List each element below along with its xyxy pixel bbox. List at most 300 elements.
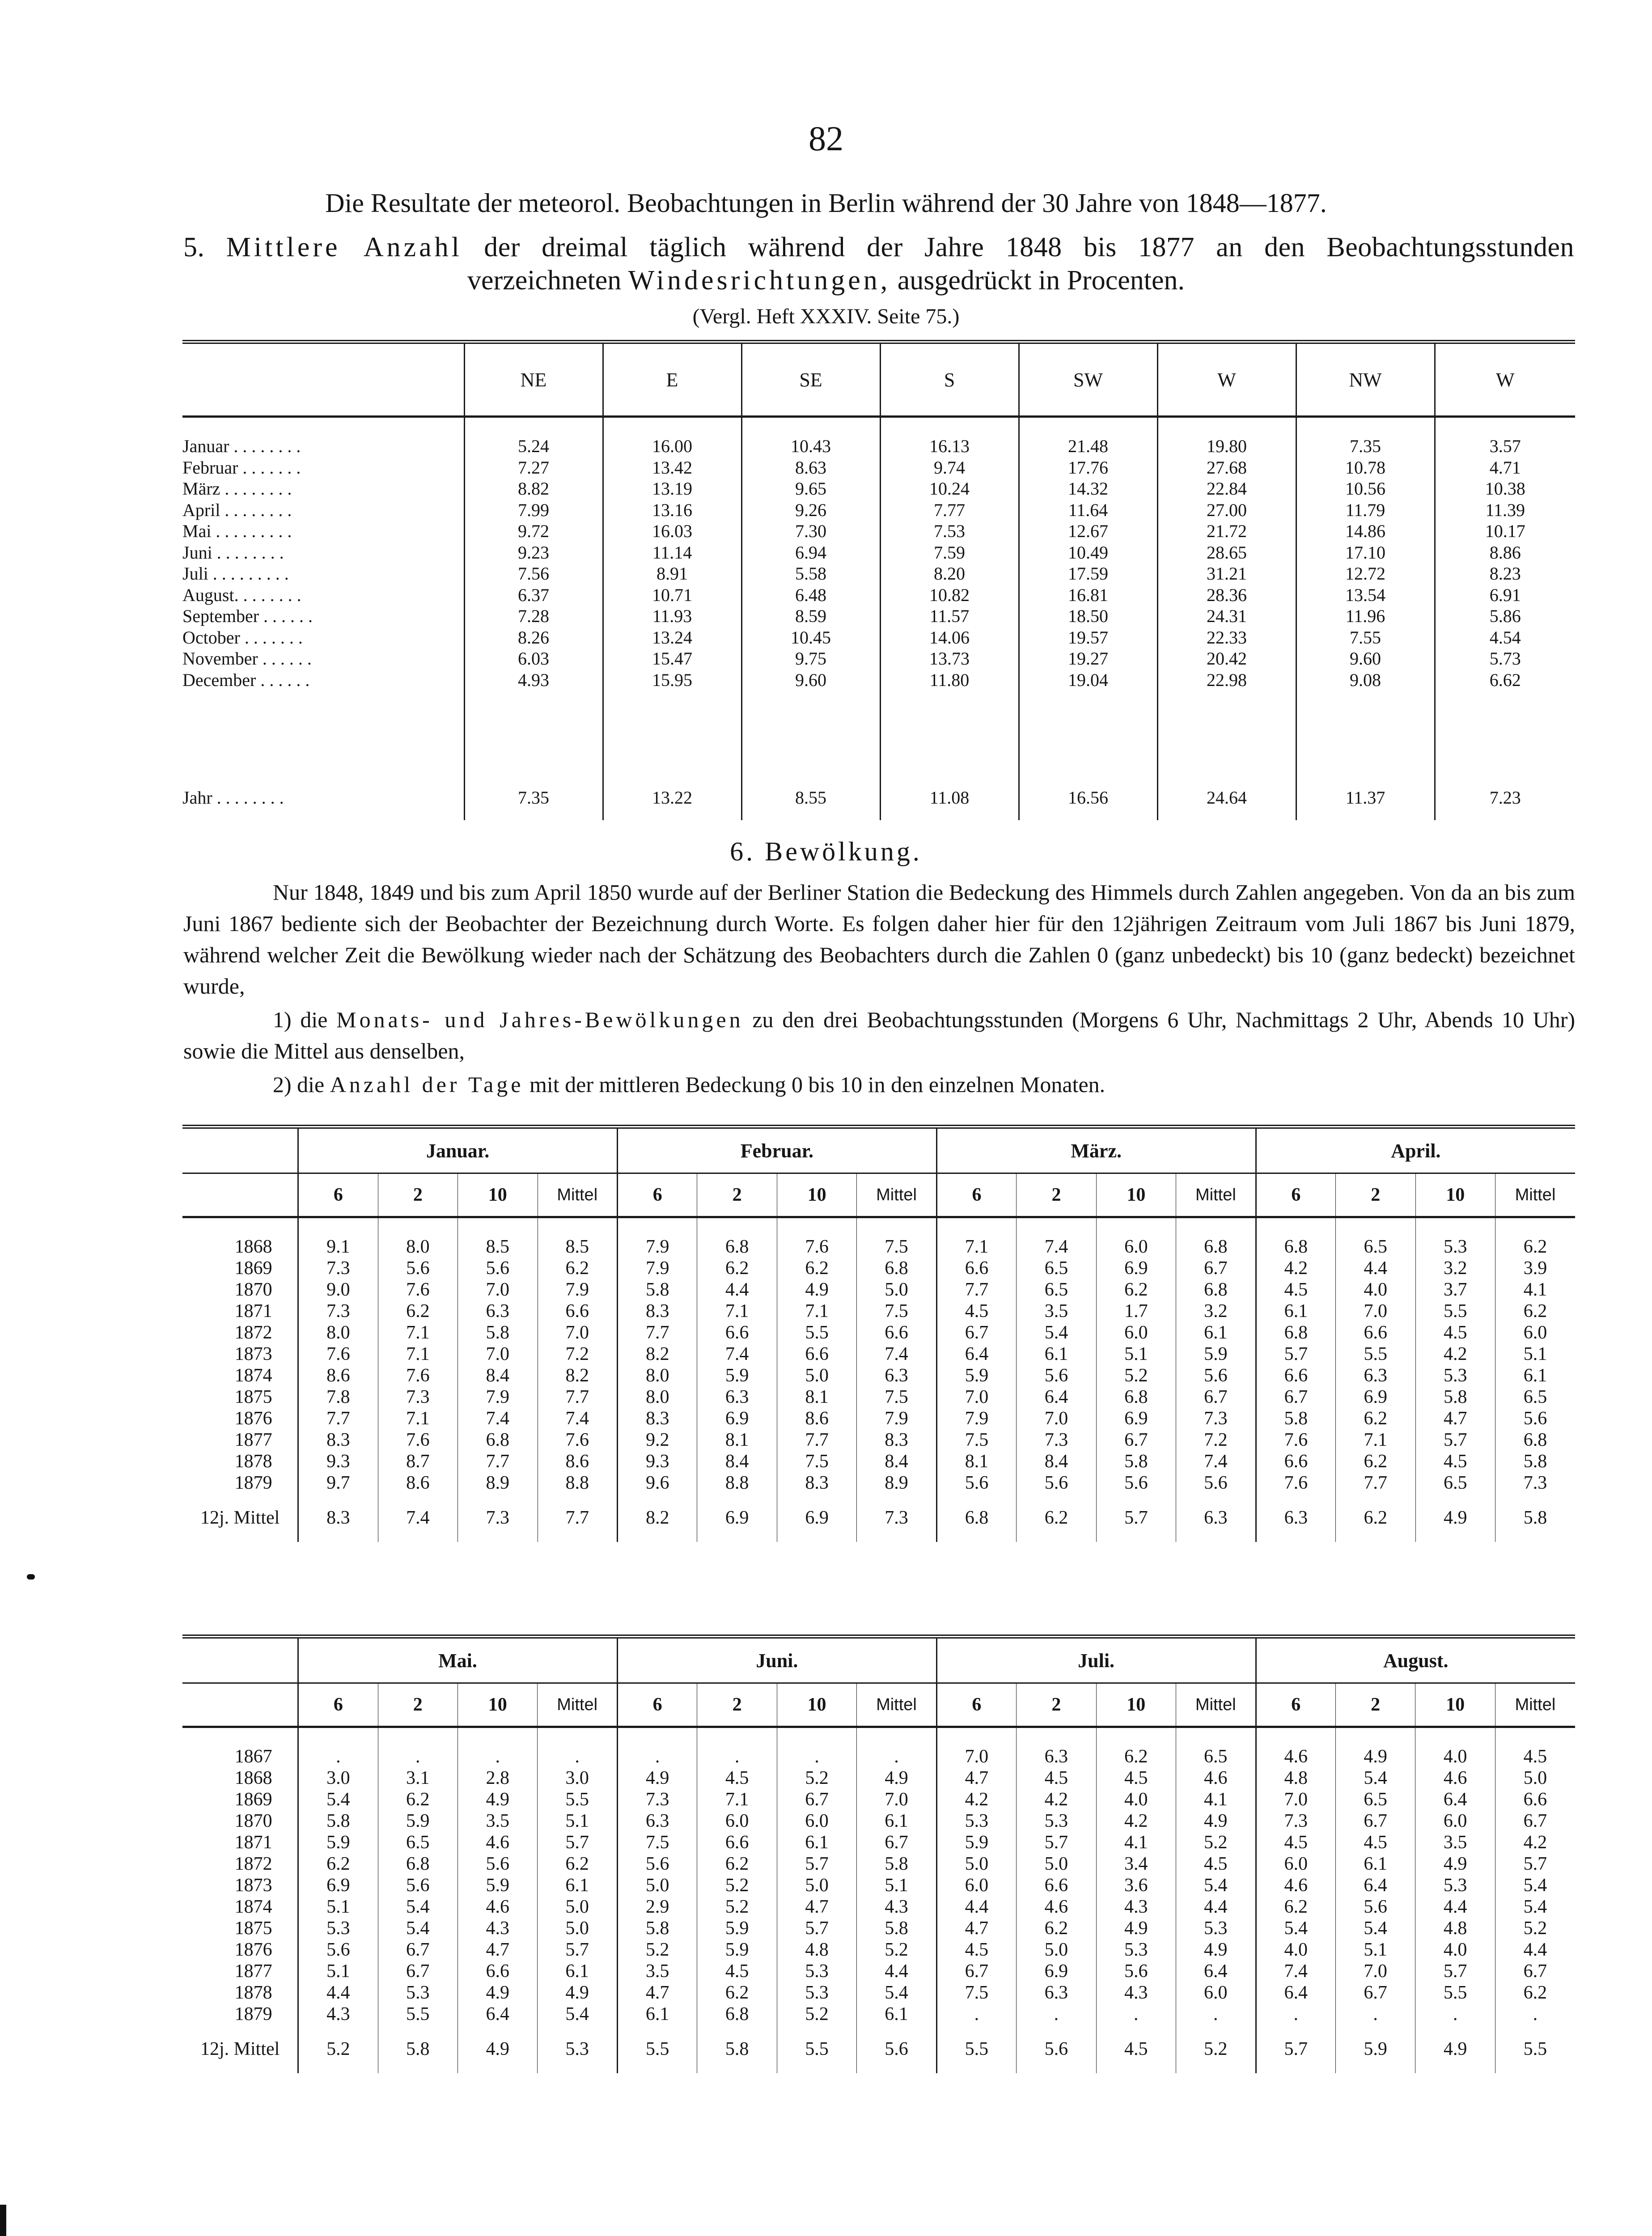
wind-value: 13.19 [652,479,692,499]
cloud-value: 4.6 [486,1897,509,1917]
cloud-value: 4.3 [1124,1897,1148,1917]
cloud-value: 8.6 [326,1365,350,1386]
wind-value: 8.82 [518,479,549,499]
cloud-value: 3.9 [1523,1258,1547,1279]
wind-year-value: 7.35 [464,784,603,820]
cloud-value: 9.0 [326,1279,350,1300]
cloud-value: 5.0 [565,1897,589,1917]
cloud-value: 7.1 [725,1301,749,1321]
cloud-value: 6.4 [486,2004,509,2024]
cloud-value: 5.9 [1204,1344,1228,1364]
mean-value: 6.9 [777,1494,856,1542]
wind-value: 4.54 [1489,627,1521,648]
wind-value: 6.94 [795,542,826,563]
cloud-value: 6.7 [406,1961,430,1982]
cloud-value: 5.2 [725,1875,749,1896]
cloud-col-values [458,1727,538,2025]
year-values-row [182,1727,1575,2025]
month-header: April. [1256,1127,1575,1173]
mean-value: 5.7 [1256,2025,1335,2073]
cloud-value: 8.3 [645,1301,669,1321]
cloud-value: 5.3 [1444,1237,1467,1257]
cloud-value: 7.3 [1044,1430,1068,1450]
wind-value: 16.03 [652,521,692,541]
wind-value: 14.86 [1345,521,1385,541]
cloud-value: 6.9 [1044,1961,1068,1982]
wind-year-value: 11.08 [880,784,1019,820]
cloud-value: 5.1 [326,1961,350,1982]
mean-value: 7.3 [458,1494,538,1542]
cloud-value: 5.9 [725,1940,749,1960]
cloud-value: 6.1 [805,1832,829,1853]
mean-value: 7.4 [378,1494,457,1542]
hour-header: 6 [298,1173,378,1217]
cloud-value: 8.0 [406,1237,430,1257]
wind-value: 10.82 [929,584,970,605]
year-labels [182,1217,298,1494]
section5-line2-post: ausgedrückt in Procenten. [897,265,1185,296]
cloud-value: 4.9 [1204,1940,1228,1960]
cloud-value: 8.9 [486,1473,510,1493]
wind-value: 9.74 [934,457,965,478]
wind-value: 11.79 [1345,500,1385,520]
hour-header: 2 [1336,1173,1415,1217]
cloud-value: . [1213,2004,1218,2024]
cloud-value: 6.0 [1204,1982,1228,2003]
cloud-value: 5.8 [645,1918,669,1939]
cloud-value: 6.1 [645,2004,669,2024]
wind-value: 16.13 [929,436,970,456]
cloud-value: 5.8 [885,1854,908,1874]
cloud-value: 7.9 [645,1258,669,1279]
mean-value: 5.6 [857,2025,936,2073]
section6-number: 6. [730,837,756,866]
cloud-value: 6.1 [1204,1322,1228,1343]
year-label: 1869 [234,1258,272,1279]
cloud-value: 6.3 [486,1301,510,1321]
mean-value: 7.7 [538,1494,617,1542]
cloud-value: 7.4 [1044,1237,1068,1257]
wind-value: 17.76 [1068,457,1108,478]
wind-value: 8.91 [657,563,688,584]
wind-value: 10.43 [791,436,831,456]
wind-value: 20.42 [1207,648,1247,669]
month-header-blank [182,1127,298,1173]
section5-reference: (Vergl. Heft XXXIV. Seite 75.) [692,305,960,328]
cloud-col-values [298,1217,378,1494]
wind-value: 7.28 [518,606,549,626]
year-label: 1879 [234,1473,272,1493]
cloud-value: 5.4 [1044,1322,1068,1343]
cloud-value: 3.0 [326,1768,350,1788]
cloud-value: 7.6 [406,1365,430,1386]
hour-header: Mittel [1176,1683,1256,1727]
cloud-value: 5.6 [965,1473,989,1493]
cloud-col-values [378,1217,457,1494]
section5-line2-pre: verzeichneten [467,265,622,296]
cloud-col-values [857,1217,936,1494]
mean-value: 5.7 [1096,1494,1176,1542]
cloud-col-values [777,1217,856,1494]
hour-header: 2 [697,1683,777,1727]
cloud-value: 8.3 [805,1473,829,1493]
mean-value: 6.9 [697,1494,777,1542]
cloud-value: 7.7 [645,1322,669,1343]
cloud-value: 3.0 [565,1768,589,1788]
cloud-value: 7.1 [725,1789,749,1810]
cloud-col-values [1176,1217,1256,1494]
cloud-value: 6.7 [805,1789,829,1810]
section5-number: 5. [183,232,205,263]
cloud-value: 6.0 [1284,1854,1308,1874]
wind-value: 9.26 [795,500,826,520]
cloud-value: 8.6 [565,1451,589,1472]
cloud-value: 6.4 [965,1344,989,1364]
mean-value: 6.3 [1256,1494,1335,1542]
cloud-value: 4.2 [1124,1811,1148,1831]
year-label: 1875 [234,1918,272,1939]
cloud-value: 6.4 [1044,1387,1068,1407]
cloud-value: 7.5 [965,1430,989,1450]
wind-value: 14.32 [1068,479,1108,499]
mean-value: 6.2 [1336,1494,1415,1542]
cloud-value: 7.6 [1284,1473,1308,1493]
wind-col-header: SW [1019,342,1157,417]
hour-header-blank [182,1683,298,1727]
cloud-value: 7.7 [805,1430,829,1450]
cloud-value: . [734,1746,740,1767]
wind-col-header: W [1157,342,1296,417]
wind-value: 15.47 [652,648,692,669]
cloud-col-values [1096,1217,1176,1494]
cloud-value: 4.5 [965,1940,989,1960]
cloud-value: 7.3 [1204,1408,1228,1429]
wind-value: 22.33 [1207,627,1247,648]
cloud-value: 9.3 [645,1451,669,1472]
year-label: 1870 [234,1811,272,1831]
hour-header: 6 [936,1173,1016,1217]
wind-value: 5.24 [518,436,549,456]
mean-value: 5.2 [1176,2025,1256,2073]
cloud-value: 3.7 [1444,1279,1467,1300]
cloud-value: 6.9 [725,1408,749,1429]
wind-year-value: 7.23 [1435,784,1575,820]
cloud-value: 4.9 [486,1789,509,1810]
cloud-value: 4.6 [1284,1746,1308,1767]
cloud-value: 5.6 [1364,1897,1387,1917]
mean-value: 5.5 [777,2025,856,2073]
cloud-value: 5.9 [326,1832,350,1853]
cloud-value: 6.6 [805,1344,829,1364]
cloud-value: 4.9 [885,1768,908,1788]
cloud-value: 9.7 [326,1473,350,1493]
wind-col-values [880,417,1019,785]
month-header-row [182,1637,1575,1683]
year-label: 1875 [234,1387,272,1407]
cloud-value: 6.9 [326,1875,350,1896]
wind-month-label: September . . . . . . [182,606,313,626]
cloud-value: . [1054,2004,1059,2024]
cloud-value: 4.2 [1523,1832,1547,1853]
cloud-value: 5.6 [1204,1473,1228,1493]
cloud-value: 8.7 [406,1451,430,1472]
cloud-value: 7.0 [965,1387,989,1407]
cloud-value: 4.9 [805,1279,829,1300]
cloud-value: 7.9 [486,1387,510,1407]
cloud-value: 6.2 [1044,1918,1068,1939]
mean-value: 4.5 [1096,2025,1176,2073]
cloud-value: 6.6 [1523,1789,1547,1810]
cloud-value: 5.4 [1284,1918,1308,1939]
wind-value: 7.59 [934,542,965,563]
cloud-value: 7.0 [565,1322,589,1343]
cloud-value: 4.4 [965,1897,989,1917]
cloud-value: 5.1 [1124,1344,1148,1364]
cloud-value: 8.6 [805,1408,829,1429]
cloud-value: 5.7 [1443,1961,1467,1982]
wind-month-label: Juni . . . . . . . . [182,542,284,563]
cloud-value: 6.7 [965,1961,989,1982]
wind-value: 6.91 [1489,584,1521,605]
mean-value: 5.5 [617,2025,697,2073]
cloud-value: 8.0 [645,1387,669,1407]
cloud-value: 6.2 [565,1854,589,1874]
cloud-value: 8.1 [965,1451,989,1472]
wind-value: 28.65 [1207,542,1247,563]
hour-header: 10 [777,1683,856,1727]
wind-value: 10.38 [1485,479,1525,499]
cloud-col-values [777,1727,856,2025]
cloud-value: 6.7 [1204,1258,1228,1279]
cloud-value: 6.5 [1364,1237,1388,1257]
year-label: 1878 [234,1982,272,2003]
item2-spaced: Anzahl der Tage [330,1072,524,1097]
mean-value: 5.2 [298,2025,378,2073]
mean-value: 4.9 [458,2025,538,2073]
cloud-value: 4.4 [1523,1940,1547,1960]
cloud-value: 5.7 [565,1832,589,1853]
cloud-value: 6.8 [1204,1279,1228,1300]
cloud-value: 7.1 [406,1344,430,1364]
item2-post: mit der mittleren Bedeckung 0 bis 10 in den einzelnen Monaten. [529,1072,1106,1097]
cloud-value: 7.5 [885,1301,908,1321]
cloud-value: 6.0 [1124,1322,1148,1343]
cloud-col-values [936,1217,1016,1494]
month-header: März. [936,1127,1256,1173]
cloud-value: 5.2 [885,1940,908,1960]
wind-value: 27.68 [1207,457,1247,478]
wind-value: 19.27 [1068,648,1108,669]
cloud-value: 6.9 [1364,1387,1388,1407]
cloud-value: 8.0 [645,1365,669,1386]
wind-month-label: Mai . . . . . . . . . [182,521,292,541]
mean-value: 5.9 [1335,2025,1415,2073]
wind-year-value: 8.55 [741,784,880,820]
cloud-value: 5.1 [1523,1344,1547,1364]
wind-value: 11.64 [1068,500,1108,520]
wind-value: 8.26 [518,627,549,648]
cloud-value: 6.8 [725,2004,749,2024]
ink-blot-mark [27,1574,35,1580]
cloud-value: 6.9 [1124,1408,1148,1429]
hour-header: Mittel [1495,1173,1575,1217]
cloud-value: 7.4 [725,1344,749,1364]
cloud-value: 7.0 [885,1789,908,1810]
cloud-value: 4.0 [1443,1746,1467,1767]
wind-value: 17.59 [1068,563,1108,584]
cloud-value: 5.6 [486,1258,510,1279]
mean-row [182,1494,1575,1542]
cloud-value: 6.2 [1364,1451,1388,1472]
wind-month-label: December . . . . . . [182,669,310,690]
cloud-value: 3.5 [1044,1301,1068,1321]
cloud-value: 5.5 [805,1322,829,1343]
section6-heading [0,836,1652,867]
wind-value: 21.72 [1207,521,1247,541]
mean-value: 5.8 [697,2025,777,2073]
cloud-value: 7.6 [805,1237,829,1257]
cloud-value: 7.0 [1044,1408,1068,1429]
year-label: 1869 [234,1789,272,1810]
wind-value: 24.31 [1207,606,1247,626]
cloud-value: 6.1 [1044,1344,1068,1364]
cloud-col-values [538,1727,617,2025]
section5-heading-rest: der dreimal täglich während der Jahre 1848 bis 1877 an den Beobachtungsstunden [484,232,1575,263]
wind-col-header: NW [1296,342,1435,417]
cloud-value: 7.2 [1204,1430,1228,1450]
wind-value: 10.56 [1345,479,1385,499]
cloud-value: 5.3 [1044,1811,1068,1831]
cloud-value: 5.7 [1284,1344,1308,1364]
cloud-value: 9.6 [645,1473,669,1493]
cloud-value: 3.4 [1124,1854,1148,1874]
mean-value: 8.2 [617,1494,697,1542]
hour-header: 6 [617,1173,697,1217]
cloud-value: 4.1 [1523,1279,1547,1300]
cloud-value: 5.5 [1364,1344,1388,1364]
wind-value: 9.65 [795,479,826,499]
cloud-value: 5.8 [1284,1408,1308,1429]
wind-value: 6.03 [518,648,549,669]
cloud-value: 7.8 [326,1387,350,1407]
wind-value: 7.27 [518,457,549,478]
cloud-value: 5.3 [805,1961,829,1982]
wind-value: 7.53 [934,521,965,541]
cloud-value: 7.5 [965,1982,989,2003]
year-values-row [182,1217,1575,1494]
cloud-value: 8.5 [486,1237,510,1257]
cloud-value: 5.7 [805,1918,829,1939]
cloud-value: 7.4 [1204,1451,1228,1472]
cloud-value: 6.7 [965,1322,989,1343]
wind-value: 27.00 [1207,500,1247,520]
cloud-value: 4.6 [1044,1897,1068,1917]
cloud-value: 6.7 [1364,1982,1387,2003]
cloud-value: 6.2 [1523,1301,1547,1321]
cloud-value: 7.1 [406,1408,430,1429]
cloud-value: . [495,1746,500,1767]
cloud-value: 6.1 [565,1875,589,1896]
cloud-value: 4.5 [1204,1854,1228,1874]
cloud-value: 5.5 [565,1789,589,1810]
month-header: August. [1256,1637,1575,1683]
edge-mark [0,2205,6,2236]
cloud-value: 6.6 [1364,1322,1388,1343]
wind-col-values [741,417,880,785]
cloud-value: 4.8 [1443,1918,1467,1939]
cloud-value: 5.1 [1364,1940,1387,1960]
cloud-value: 5.0 [565,1918,589,1939]
year-label: 1876 [234,1408,272,1429]
cloud-value: 4.3 [1124,1982,1148,2003]
wind-value: 14.06 [929,627,970,648]
cloud-value: 5.2 [805,2004,829,2024]
cloud-value: 6.2 [1364,1408,1388,1429]
wind-col-header: SE [741,342,880,417]
wind-month-label: März . . . . . . . . [182,479,292,499]
cloud-value: 7.1 [965,1237,989,1257]
wind-value: 19.57 [1068,627,1108,648]
hour-header-row [182,1173,1575,1217]
cloud-col-values [1415,1727,1495,2025]
cloud-value: 4.8 [805,1940,829,1960]
cloud-value: 6.2 [406,1301,430,1321]
cloud-value: 4.6 [486,1832,509,1853]
cloud-value: 4.9 [1124,1918,1148,1939]
cloud-value: 7.2 [565,1344,589,1364]
year-label: 1873 [234,1875,272,1896]
cloud-value: 2.9 [645,1897,669,1917]
wind-value: 10.78 [1345,457,1385,478]
cloud-value: 5.4 [885,1982,908,2003]
cloud-value: 5.3 [805,1982,829,2003]
cloud-value: 5.2 [1204,1832,1228,1853]
wind-year-row [182,784,1575,820]
wind-value: 8.23 [1489,563,1521,584]
cloud-value: 6.2 [1124,1746,1148,1767]
cloud-value: 5.6 [1044,1473,1068,1493]
wind-year-value: 24.64 [1157,784,1296,820]
cloud-value: 5.0 [805,1365,829,1386]
cloud-value: 4.5 [1444,1451,1467,1472]
year-label: 1868 [234,1237,272,1257]
hour-header: 2 [378,1683,457,1727]
cloud-value: 4.5 [1124,1768,1148,1788]
cloud-value: 7.7 [965,1279,989,1300]
cloud-value: 5.0 [1523,1768,1547,1788]
cloud-value: 5.2 [1124,1365,1148,1386]
cloud-value: 3.5 [645,1961,669,1982]
cloud-value: 8.5 [565,1237,589,1257]
cloud-value: 4.1 [1204,1789,1228,1810]
cloud-value: 6.0 [725,1811,749,1831]
cloud-value: 9.2 [645,1430,669,1450]
year-label: 1871 [234,1301,272,1321]
cloud-value: 7.6 [326,1344,350,1364]
wind-col-header: S [880,342,1019,417]
cloud-value: 6.2 [725,1854,749,1874]
hour-header: 6 [298,1683,378,1727]
cloud-value: 6.1 [885,1811,908,1831]
wind-value: 7.99 [518,500,549,520]
cloud-value: 5.8 [645,1279,669,1300]
hour-header: 10 [1415,1683,1495,1727]
cloud-value: 7.7 [1364,1473,1388,1493]
cloud-value: 7.3 [326,1301,350,1321]
cloud-value: 6.5 [1523,1387,1547,1407]
year-label: 1870 [234,1279,272,1300]
cloud-value: 5.6 [406,1258,430,1279]
